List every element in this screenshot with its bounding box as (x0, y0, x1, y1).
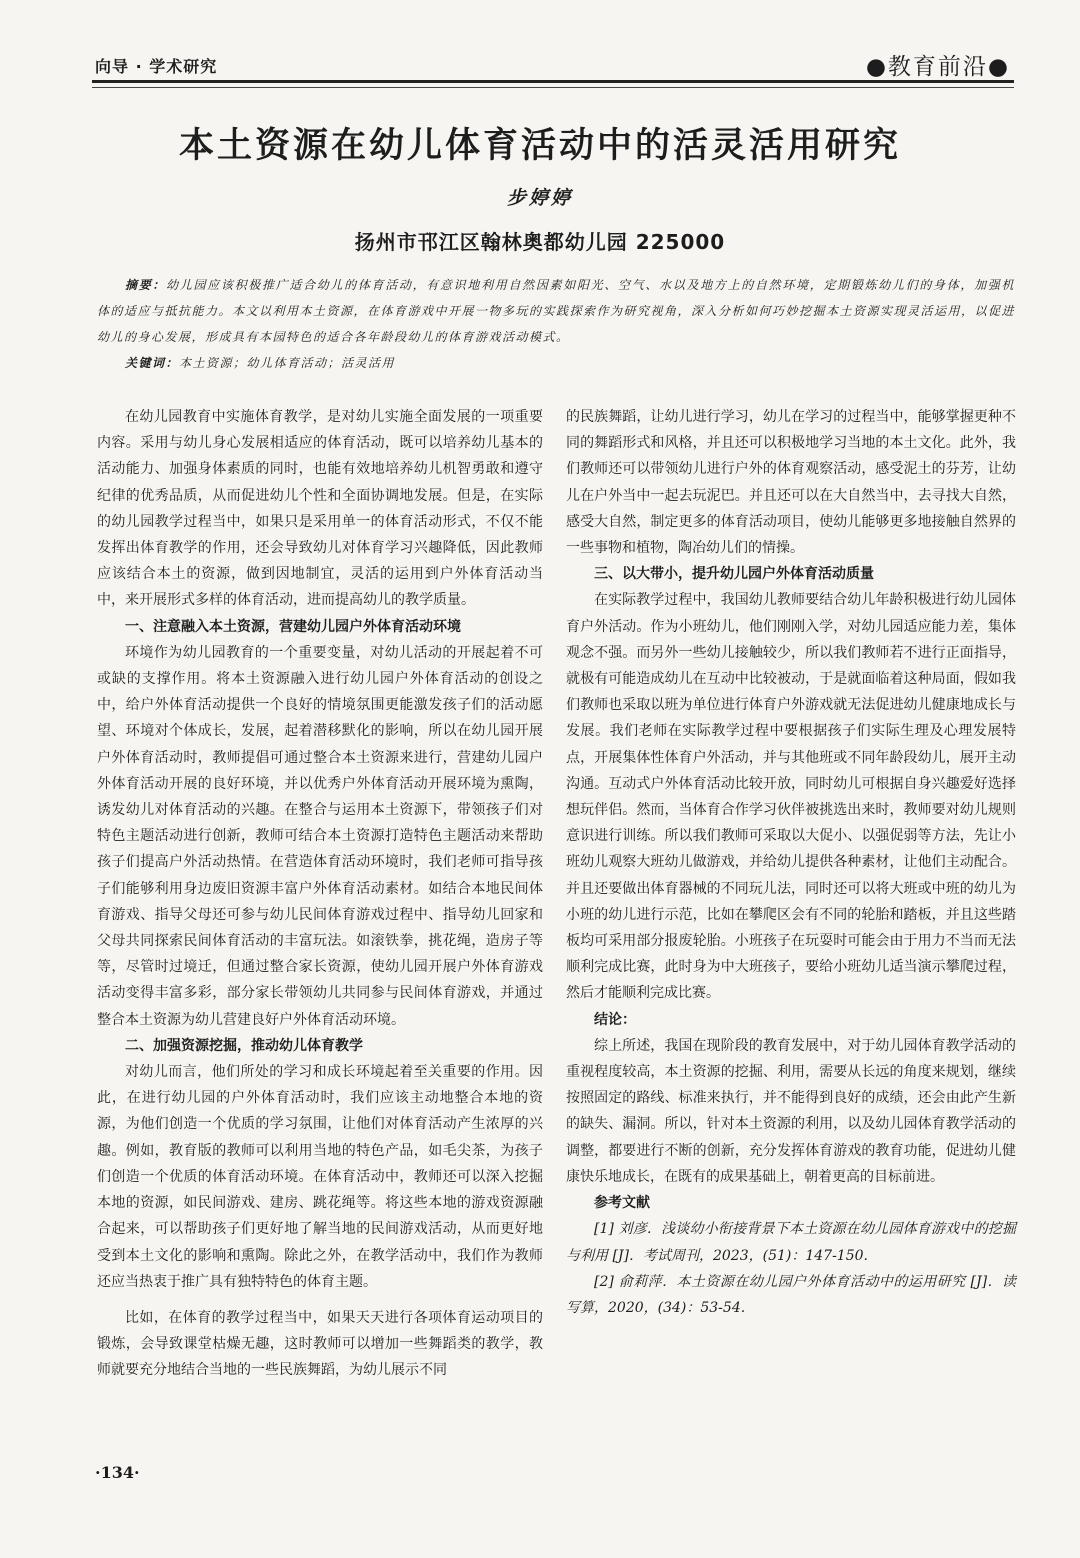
section-2-paragraph-1: 对幼儿而言，他们所处的学习和成长环境起着至关重要的作用。因此，在进行幼儿园的户外体育活动时，我们应该主动地整合本地的资源，为他们创造一个优质的学习氛围，让他们对体育活动产生浓厚的兴趣。例如，教育版的教师可以利用当地的特色产品，如毛尖茶，为孩子们创造一个优质的体育活动环境。在体育活动中，教师还可以深入挖掘本地的资源，如民间游戏、建房、跳花绳等。将这些本地的游戏资源融合起来，可以帮助孩子们更好地了解当地的民间游戏活动，从而更好地受到本土文化的影响和熏陶。除此之外，在教学活动中，我们作为教师还应当热衷于推广具有独特特色的体育主题。 (97, 1064, 543, 1290)
header-left: 向导 · 学术研究 (95, 57, 218, 76)
section-2-paragraph-2-continued: 的民族舞蹈，让幼儿进行学习，幼儿在学习的过程当中，能够掌握更种不同的舞蹈形式和风格，并且还可以积极地学习当地的本土文化。此外，我们教师还可以带领幼儿进行户外的体育观察活动，感受泥土的芬芳，让幼儿在户外当中一起去玩泥巴。并且还可以在大自然当中，去寻找大自然，感受大自然，制定更多的体育活动项目，使幼儿能够更多地接触自然界的一些事物和植物，陶冶幼儿们的情操。 (566, 409, 1016, 557)
header-rule-thick (92, 80, 1014, 83)
article-affiliation: 扬州市邗江区翰林奥都幼儿园 225000 (354, 230, 726, 254)
article-author: 步婷婷 (506, 187, 573, 209)
intro-paragraph: 在幼儿园教育中实施体育教学，是对幼儿实施全面发展的一项重要内容。采用与幼儿身心发展相适应的体育活动，既可以培养幼儿基本的活动能力、加强身体素质的同时，也能有效地培养幼儿机智勇敢和遵守纪律的优秀品质，从而促进幼儿个性和全面协调地发展。但是，在实际的幼儿园教学过程当中，如果只是采用单一的体育活动形式，不仅不能发挥出体育教学的作用，还会导致幼儿对体育学习兴趣降低，因此教师应该结合本土的资源，做到因地制宜，灵活的运用到户外体育活动当中，来开展形式多样的体育活动，进而提高幼儿的教学质量。 (97, 409, 543, 609)
keywords-label: 关键词： (125, 356, 180, 370)
right-column (566, 404, 1016, 1321)
header-right: ●教育前沿● (865, 54, 1010, 80)
abstract-text: 幼儿园应该积极推广适合幼儿的体育活动，有意识地利用自然因素如阳光、空气、水以及地方上的自然环境，定期锻炼幼儿们的身体，加强机体的适应与抵抗能力。本文以利用本土资源，在体育游戏中开展一物多玩的实践探索作为研究视角，深入分析如何巧妙挖掘本土资源实现灵活运用，以促进幼儿的身心发展，形成具有本园特色的适合各年龄段幼儿的体育游戏活动模式。 (97, 278, 1016, 344)
section-heading-2: 二、加强资源挖掘，推动幼儿体育教学 (125, 1037, 363, 1054)
conclusion-paragraph: 综上所述，我国在现阶段的教育发展中，对于幼儿园体育教学活动的重视程度较高，本土资源的挖掘、利用，需要从长远的角度来规划，继续按照固定的路线、标准来执行，并不能得到良好的成绩，还会由此产生新的缺失、漏洞。所以，针对本土资源的利用，以及幼儿园体育教学活动的调整，都要进行不断的创新，充分发挥体育游戏的教育功能，促进幼儿健康快乐地成长，在既有的成果基础上，朝着更高的目标前进。 (566, 1037, 1016, 1185)
keywords (125, 354, 395, 371)
keywords-text: 本土资源；幼儿体育活动；活灵活用 (179, 356, 396, 370)
abstract (97, 272, 1015, 350)
article-title: 本土资源在幼儿体育活动中的活灵活用研究 (178, 125, 901, 166)
reference-1: [1] 刘彦．浅谈幼小衔接背景下本土资源在幼儿园体育游戏中的挖掘与利用 [J]．考试周刊，2023，(51)：147-150. (566, 1221, 1016, 1264)
section-1-paragraph: 环境作为幼儿园教育的一个重要变量，对幼儿活动的开展起着不可或缺的支撑作用。将本土资源融入进行幼儿园户外体育活动的创设之中，给户外体育活动提供一个良好的情境氛围更能激发孩子们的活动愿望、环境对个体成长，发展，起着潜移默化的影响，所以在幼儿园开展户外体育活动时，教师提倡可通过整合本土资源来进行，营建幼儿园户外体育活动开展的良好环境，并以优秀户外体育活动开展环境为熏陶，诱发幼儿对体育活动的兴趣。在整合与运用本土资源下，带领孩子们对特色主题活动进行创新，教师可结合本土资源打造特色主题活动来帮助孩子们提高户外活动热情。在营造体育活动环境时，我们老师可指导孩子们能够利用身边废旧资源丰富户外体育活动素材。如结合本地民间体育游戏、指导父母还可参与幼儿民间体育游戏过程中、指导幼儿回家和父母共同探索民间体育活动的丰富玩法。如滚铁拳，挑花绳，造房子等等，尽管时过境迁，但通过整合家长资源，使幼儿园开展户外体育游戏活动变得丰富多彩，部分家长带领幼儿共同参与民间体育游戏，并通过整合本土资源为幼儿营建良好户外体育活动环境。 (97, 644, 543, 1028)
page-number: ·134· (95, 1463, 140, 1482)
section-heading-1: 一、注意融入本土资源，营建幼儿园户外体育活动环境 (125, 618, 461, 635)
section-3-paragraph: 在实际教学过程中，我国幼儿教师要结合幼儿年龄积极进行幼儿园体育户外活动。作为小班幼儿，他们刚刚入学，对幼儿园适应能力差，集体观念不强。而另外一些幼儿接触较少，所以我们教师若不进行正面指导，就极有可能造成幼儿在互动中比较被动，于是就面临着这种局面，假如我们教师也采取以班为单位进行体育户外游戏就无法促进幼儿健康地成长与发展。我们老师在实际教学过程中要根据孩子们实际生理及心理发展特点，开展集体性体育户外活动，并与其他班或不同年龄段幼儿，展开主动沟通。互动式户外体育活动比较开放，同时幼儿可根据自身兴趣爱好选择想玩伴侣。然而，当体育合作学习伙伴被挑选出来时，教师要对幼儿规则意识进行训练。所以我们教师可采取以大促小、以强促弱等方法，先让小班幼儿观察大班幼儿做游戏，并给幼儿提供各种素材，让他们主动配合。并且还要做出体育器械的不同玩儿法，同时还可以将大班或中班的幼儿为小班的幼儿进行示范，比如在攀爬区会有不同的轮胎和踏板，并且这些踏板均可采用部分报废轮胎。小班孩子在玩耍时可能会由于用力不当而无法顺利完成比赛，此时身为中大班孩子，要给小班幼儿适当演示攀爬过程，然后才能顺利完成比赛。 (566, 592, 1016, 1002)
left-column (97, 404, 543, 1384)
section-heading-3: 三、以大带小，提升幼儿园户外体育活动质量 (594, 566, 874, 583)
references-heading: 参考文献 (594, 1195, 650, 1212)
reference-2: [2] 俞莉萍．本土资源在幼儿园户外体育活动中的运用研究 [J]．读写算，2020，(34)：53-54. (566, 1273, 1016, 1316)
section-2-paragraph-2: 比如，在体育的教学过程当中，如果天天进行各项体育运动项目的锻炼，会导致课堂枯燥无趣，这时教师可以增加一些舞蹈类的教学，教师就要充分地结合当地的一些民族舞蹈，为幼儿展示不同 (97, 1309, 543, 1379)
abstract-label: 摘要： (125, 278, 167, 292)
conclusion-heading: 结论： (594, 1011, 636, 1028)
header-rule-thin (92, 87, 1014, 88)
